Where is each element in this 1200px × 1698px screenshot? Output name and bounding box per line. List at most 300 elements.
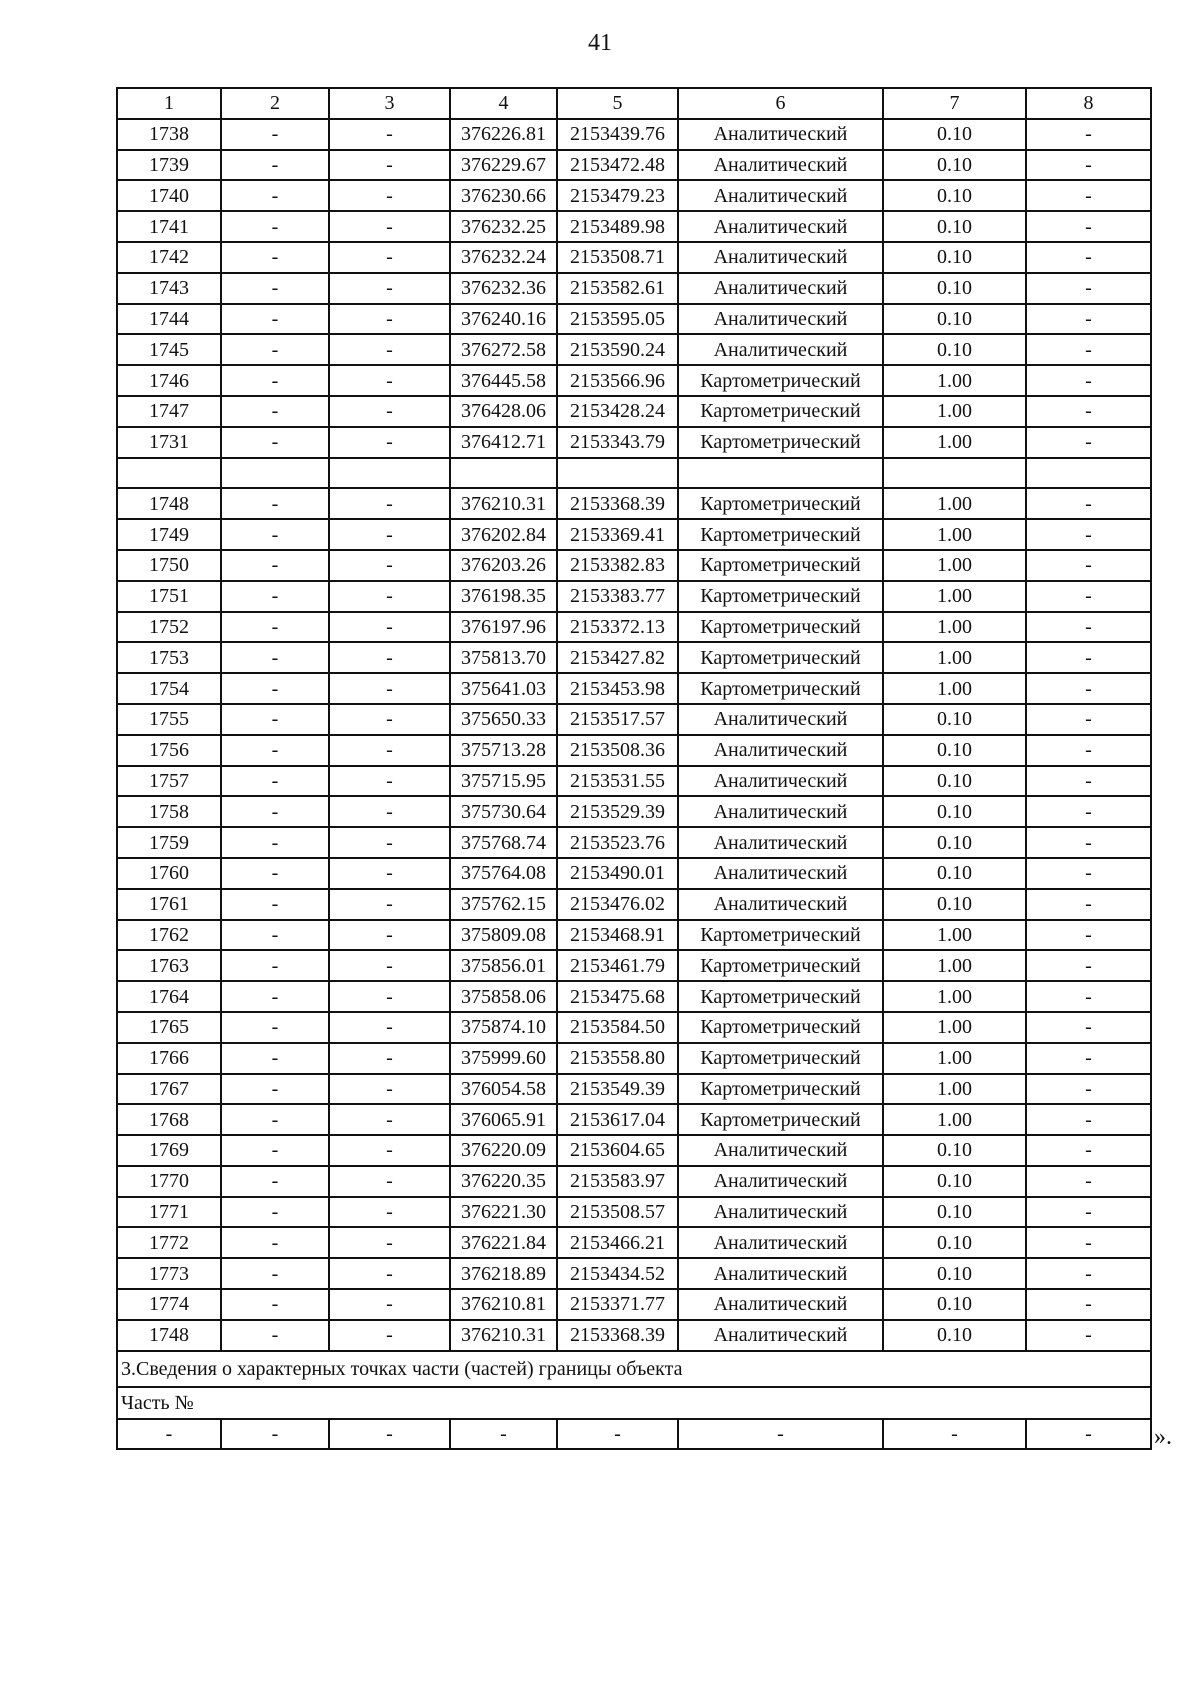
col3-value-cell: -: [329, 920, 450, 951]
table-row: [117, 1104, 1151, 1135]
table-row: [117, 150, 1151, 181]
accuracy-cell: 0.10: [883, 334, 1026, 365]
y-coordinate-cell: 2153369.41: [557, 519, 678, 550]
col8-value-cell: -: [1026, 1104, 1151, 1135]
col2-value-cell: -: [221, 427, 329, 458]
col2-value-cell: -: [221, 119, 329, 150]
col8-value-cell: -: [1026, 1135, 1151, 1166]
table-row: [117, 1289, 1151, 1320]
y-coordinate-cell: 2153566.96: [557, 365, 678, 396]
accuracy-cell: 0.10: [883, 1320, 1026, 1351]
empty-part-cell: -: [883, 1419, 1026, 1450]
accuracy-cell: 1.00: [883, 396, 1026, 427]
point-number-cell: 1754: [117, 673, 221, 704]
point-number-cell: 1767: [117, 1074, 221, 1105]
point-number-cell: 1738: [117, 119, 221, 150]
accuracy-cell: 1.00: [883, 550, 1026, 581]
col8-value-cell: -: [1026, 920, 1151, 951]
method-cell: Аналитический: [678, 1320, 883, 1351]
point-number-cell: 1742: [117, 242, 221, 273]
y-coordinate-cell: [557, 458, 678, 489]
y-coordinate-cell: 2153549.39: [557, 1074, 678, 1105]
x-coordinate-cell: 376272.58: [450, 334, 557, 365]
y-coordinate-cell: 2153517.57: [557, 704, 678, 735]
col3-value-cell: -: [329, 488, 450, 519]
col3-value-cell: -: [329, 642, 450, 673]
x-coordinate-cell: 376240.16: [450, 304, 557, 335]
y-coordinate-cell: 2153523.76: [557, 827, 678, 858]
col2-value-cell: -: [221, 1012, 329, 1043]
x-coordinate-cell: 375813.70: [450, 642, 557, 673]
point-number-cell: 1770: [117, 1166, 221, 1197]
point-number-cell: 1763: [117, 950, 221, 981]
col8-value-cell: -: [1026, 981, 1151, 1012]
col8-value-cell: -: [1026, 1289, 1151, 1320]
col8-value-cell: -: [1026, 334, 1151, 365]
x-coordinate-cell: 376210.31: [450, 1320, 557, 1351]
col8-value-cell: -: [1026, 581, 1151, 612]
x-coordinate-cell: 376232.36: [450, 273, 557, 304]
col3-value-cell: -: [329, 1289, 450, 1320]
y-coordinate-cell: 2153489.98: [557, 211, 678, 242]
col2-value-cell: -: [221, 796, 329, 827]
y-coordinate-cell: 2153558.80: [557, 1043, 678, 1074]
col3-value-cell: -: [329, 304, 450, 335]
method-cell: Аналитический: [678, 827, 883, 858]
col3-value-cell: -: [329, 1074, 450, 1105]
accuracy-cell: 1.00: [883, 950, 1026, 981]
x-coordinate-cell: 376221.30: [450, 1197, 557, 1228]
x-coordinate-cell: 375650.33: [450, 704, 557, 735]
empty-part-row: [117, 1419, 1151, 1450]
col2-value-cell: -: [221, 1197, 329, 1228]
col3-value-cell: -: [329, 827, 450, 858]
y-coordinate-cell: 2153583.97: [557, 1166, 678, 1197]
col2-value-cell: -: [221, 704, 329, 735]
method-cell: Аналитический: [678, 1197, 883, 1228]
y-coordinate-cell: 2153468.91: [557, 920, 678, 951]
col8-value-cell: -: [1026, 642, 1151, 673]
method-cell: Аналитический: [678, 735, 883, 766]
table-row: [117, 242, 1151, 273]
accuracy-cell: 0.10: [883, 273, 1026, 304]
x-coordinate-cell: 376220.35: [450, 1166, 557, 1197]
y-coordinate-cell: 2153368.39: [557, 1320, 678, 1351]
table-row: [117, 1227, 1151, 1258]
col2-value-cell: -: [221, 150, 329, 181]
table-row: [117, 1166, 1151, 1197]
point-number-cell: 1769: [117, 1135, 221, 1166]
col2-value-cell: -: [221, 920, 329, 951]
col3-value-cell: -: [329, 273, 450, 304]
header-cell: 8: [1026, 88, 1151, 119]
point-number-cell: 1753: [117, 642, 221, 673]
accuracy-cell: 1.00: [883, 1074, 1026, 1105]
table-row: [117, 581, 1151, 612]
y-coordinate-cell: 2153475.68: [557, 981, 678, 1012]
col3-value-cell: -: [329, 735, 450, 766]
table-row: [117, 180, 1151, 211]
col2-value-cell: -: [221, 1320, 329, 1351]
col8-value-cell: -: [1026, 396, 1151, 427]
accuracy-cell: 1.00: [883, 365, 1026, 396]
table-row: [117, 827, 1151, 858]
point-number-cell: 1749: [117, 519, 221, 550]
accuracy-cell: 0.10: [883, 858, 1026, 889]
col8-value-cell: -: [1026, 427, 1151, 458]
method-cell: Аналитический: [678, 150, 883, 181]
header-cell: 6: [678, 88, 883, 119]
x-coordinate-cell: 376230.66: [450, 180, 557, 211]
col3-value-cell: -: [329, 211, 450, 242]
point-number-cell: 1762: [117, 920, 221, 951]
col2-value-cell: -: [221, 889, 329, 920]
point-number-cell: 1750: [117, 550, 221, 581]
accuracy-cell: 1.00: [883, 981, 1026, 1012]
col8-value-cell: -: [1026, 1227, 1151, 1258]
y-coordinate-cell: 2153466.21: [557, 1227, 678, 1258]
col2-value-cell: -: [221, 981, 329, 1012]
table-row: [117, 211, 1151, 242]
y-coordinate-cell: 2153476.02: [557, 889, 678, 920]
col8-value-cell: -: [1026, 1074, 1151, 1105]
x-coordinate-cell: 376226.81: [450, 119, 557, 150]
col2-value-cell: -: [221, 1135, 329, 1166]
x-coordinate-cell: 375730.64: [450, 796, 557, 827]
header-cell: 4: [450, 88, 557, 119]
x-coordinate-cell: 376220.09: [450, 1135, 557, 1166]
point-number-cell: 1755: [117, 704, 221, 735]
point-number-cell: 1752: [117, 612, 221, 643]
method-cell: Картометрический: [678, 920, 883, 951]
col3-value-cell: -: [329, 365, 450, 396]
x-coordinate-cell: 376445.58: [450, 365, 557, 396]
method-cell: Картометрический: [678, 396, 883, 427]
col2-value-cell: -: [221, 1166, 329, 1197]
col8-value-cell: -: [1026, 1166, 1151, 1197]
y-coordinate-cell: 2153428.24: [557, 396, 678, 427]
method-cell: Картометрический: [678, 981, 883, 1012]
col2-value-cell: -: [221, 365, 329, 396]
col8-value-cell: -: [1026, 273, 1151, 304]
col8-value-cell: -: [1026, 150, 1151, 181]
col2-value-cell: -: [221, 334, 329, 365]
col3-value-cell: [329, 458, 450, 489]
accuracy-cell: 0.10: [883, 1258, 1026, 1289]
table-row: [117, 1258, 1151, 1289]
accuracy-cell: 1.00: [883, 488, 1026, 519]
table-row: [117, 858, 1151, 889]
col3-value-cell: -: [329, 1104, 450, 1135]
x-coordinate-cell: 376232.25: [450, 211, 557, 242]
method-cell: Картометрический: [678, 1074, 883, 1105]
col3-value-cell: -: [329, 1012, 450, 1043]
col8-value-cell: -: [1026, 950, 1151, 981]
col2-value-cell: -: [221, 735, 329, 766]
col2-value-cell: -: [221, 1074, 329, 1105]
x-coordinate-cell: 375641.03: [450, 673, 557, 704]
y-coordinate-cell: 2153490.01: [557, 858, 678, 889]
col2-value-cell: -: [221, 766, 329, 797]
col8-value-cell: -: [1026, 704, 1151, 735]
y-coordinate-cell: 2153472.48: [557, 150, 678, 181]
table-row: [117, 334, 1151, 365]
table-row: [117, 796, 1151, 827]
method-cell: Аналитический: [678, 889, 883, 920]
point-number-cell: 1758: [117, 796, 221, 827]
accuracy-cell: 0.10: [883, 150, 1026, 181]
y-coordinate-cell: 2153582.61: [557, 273, 678, 304]
col3-value-cell: -: [329, 950, 450, 981]
x-coordinate-cell: 376412.71: [450, 427, 557, 458]
col3-value-cell: -: [329, 612, 450, 643]
y-coordinate-cell: 2153343.79: [557, 427, 678, 458]
point-number-cell: 1741: [117, 211, 221, 242]
col2-value-cell: -: [221, 273, 329, 304]
accuracy-cell: 1.00: [883, 1012, 1026, 1043]
y-coordinate-cell: 2153508.36: [557, 735, 678, 766]
section-title-row: [117, 1351, 1151, 1387]
point-number-cell: 1761: [117, 889, 221, 920]
col2-value-cell: -: [221, 1043, 329, 1074]
col8-value-cell: -: [1026, 1320, 1151, 1351]
col8-value-cell: -: [1026, 365, 1151, 396]
col3-value-cell: -: [329, 519, 450, 550]
method-cell: Аналитический: [678, 242, 883, 273]
col8-value-cell: -: [1026, 735, 1151, 766]
col8-value-cell: -: [1026, 304, 1151, 335]
x-coordinate-cell: 376054.58: [450, 1074, 557, 1105]
method-cell: Аналитический: [678, 1289, 883, 1320]
blank-separator-row: [117, 458, 1151, 489]
x-coordinate-cell: 375713.28: [450, 735, 557, 766]
col8-value-cell: -: [1026, 519, 1151, 550]
x-coordinate-cell: 376065.91: [450, 1104, 557, 1135]
col2-value-cell: -: [221, 242, 329, 273]
accuracy-cell: 0.10: [883, 1227, 1026, 1258]
col3-value-cell: -: [329, 704, 450, 735]
col2-value-cell: -: [221, 304, 329, 335]
col3-value-cell: -: [329, 796, 450, 827]
point-number-cell: 1760: [117, 858, 221, 889]
x-coordinate-cell: 375762.15: [450, 889, 557, 920]
method-cell: Аналитический: [678, 1258, 883, 1289]
point-number-cell: 1746: [117, 365, 221, 396]
y-coordinate-cell: 2153453.98: [557, 673, 678, 704]
y-coordinate-cell: 2153617.04: [557, 1104, 678, 1135]
x-coordinate-cell: 375809.08: [450, 920, 557, 951]
point-number-cell: 1745: [117, 334, 221, 365]
empty-part-cell: -: [678, 1419, 883, 1450]
accuracy-cell: 0.10: [883, 1197, 1026, 1228]
col2-value-cell: -: [221, 1104, 329, 1135]
table-row: [117, 766, 1151, 797]
col2-value-cell: -: [221, 612, 329, 643]
accuracy-cell: 0.10: [883, 796, 1026, 827]
col3-value-cell: -: [329, 550, 450, 581]
accuracy-cell: 1.00: [883, 673, 1026, 704]
y-coordinate-cell: 2153383.77: [557, 581, 678, 612]
empty-part-cell: -: [329, 1419, 450, 1450]
table-row: [117, 519, 1151, 550]
col8-value-cell: -: [1026, 211, 1151, 242]
table-row: [117, 889, 1151, 920]
col8-value-cell: -: [1026, 1258, 1151, 1289]
col8-value-cell: -: [1026, 858, 1151, 889]
table-row: [117, 920, 1151, 951]
col3-value-cell: -: [329, 1320, 450, 1351]
accuracy-cell: 1.00: [883, 427, 1026, 458]
table-row: [117, 488, 1151, 519]
col3-value-cell: -: [329, 1227, 450, 1258]
table-row: [117, 950, 1151, 981]
x-coordinate-cell: 375764.08: [450, 858, 557, 889]
y-coordinate-cell: 2153529.39: [557, 796, 678, 827]
method-cell: Картометрический: [678, 1104, 883, 1135]
x-coordinate-cell: 376203.26: [450, 550, 557, 581]
point-number-cell: 1771: [117, 1197, 221, 1228]
point-number-cell: 1759: [117, 827, 221, 858]
col3-value-cell: -: [329, 766, 450, 797]
method-cell: Картометрический: [678, 365, 883, 396]
col8-value-cell: -: [1026, 796, 1151, 827]
col2-value-cell: -: [221, 673, 329, 704]
y-coordinate-cell: 2153584.50: [557, 1012, 678, 1043]
method-cell: Аналитический: [678, 796, 883, 827]
accuracy-cell: 0.10: [883, 304, 1026, 335]
method-cell: Аналитический: [678, 1227, 883, 1258]
point-number-cell: 1748: [117, 1320, 221, 1351]
col2-value-cell: -: [221, 519, 329, 550]
empty-part-cell: -: [117, 1419, 221, 1450]
table-row: [117, 1197, 1151, 1228]
empty-part-cell: -: [557, 1419, 678, 1450]
x-coordinate-cell: 375768.74: [450, 827, 557, 858]
col3-value-cell: -: [329, 1258, 450, 1289]
x-coordinate-cell: 375999.60: [450, 1043, 557, 1074]
table-row: [117, 673, 1151, 704]
accuracy-cell: 0.10: [883, 735, 1026, 766]
accuracy-cell: 1.00: [883, 920, 1026, 951]
method-cell: Картометрический: [678, 673, 883, 704]
method-cell: Картометрический: [678, 427, 883, 458]
x-coordinate-cell: 376218.89: [450, 1258, 557, 1289]
point-number-cell: 1743: [117, 273, 221, 304]
y-coordinate-cell: 2153382.83: [557, 550, 678, 581]
header-cell: 5: [557, 88, 678, 119]
x-coordinate-cell: 375715.95: [450, 766, 557, 797]
y-coordinate-cell: 2153508.71: [557, 242, 678, 273]
x-coordinate-cell: 376197.96: [450, 612, 557, 643]
accuracy-cell: 0.10: [883, 704, 1026, 735]
accuracy-cell: 0.10: [883, 827, 1026, 858]
table-row: [117, 704, 1151, 735]
col3-value-cell: -: [329, 1043, 450, 1074]
part-number-row: [117, 1387, 1151, 1419]
x-coordinate-cell: 375856.01: [450, 950, 557, 981]
header-cell: 7: [883, 88, 1026, 119]
point-number-cell: 1766: [117, 1043, 221, 1074]
closing-quote-mark: ».: [1154, 1424, 1172, 1450]
method-cell: Аналитический: [678, 1135, 883, 1166]
point-number-cell: [117, 458, 221, 489]
point-number-cell: 1772: [117, 1227, 221, 1258]
col2-value-cell: -: [221, 550, 329, 581]
col2-value-cell: [221, 458, 329, 489]
table-row: [117, 642, 1151, 673]
accuracy-cell: 1.00: [883, 581, 1026, 612]
col2-value-cell: -: [221, 827, 329, 858]
col8-value-cell: -: [1026, 1197, 1151, 1228]
point-number-cell: 1756: [117, 735, 221, 766]
col3-value-cell: -: [329, 1166, 450, 1197]
accuracy-cell: 0.10: [883, 180, 1026, 211]
section-title: 3.Сведения о характерных точках части (частей) границы объекта: [117, 1351, 1151, 1387]
col2-value-cell: -: [221, 180, 329, 211]
table-row: [117, 119, 1151, 150]
col8-value-cell: -: [1026, 1012, 1151, 1043]
method-cell: Картометрический: [678, 550, 883, 581]
point-number-cell: 1744: [117, 304, 221, 335]
col2-value-cell: -: [221, 642, 329, 673]
col3-value-cell: -: [329, 1135, 450, 1166]
y-coordinate-cell: 2153590.24: [557, 334, 678, 365]
point-number-cell: 1765: [117, 1012, 221, 1043]
point-number-cell: 1739: [117, 150, 221, 181]
y-coordinate-cell: 2153461.79: [557, 950, 678, 981]
col8-value-cell: -: [1026, 488, 1151, 519]
x-coordinate-cell: 376232.24: [450, 242, 557, 273]
table-row: [117, 304, 1151, 335]
accuracy-cell: 0.10: [883, 1135, 1026, 1166]
table-row: [117, 735, 1151, 766]
col3-value-cell: -: [329, 427, 450, 458]
table-row: [117, 427, 1151, 458]
col2-value-cell: -: [221, 858, 329, 889]
y-coordinate-cell: 2153427.82: [557, 642, 678, 673]
point-number-cell: 1774: [117, 1289, 221, 1320]
x-coordinate-cell: 375858.06: [450, 981, 557, 1012]
x-coordinate-cell: 376229.67: [450, 150, 557, 181]
accuracy-cell: 0.10: [883, 1166, 1026, 1197]
accuracy-cell: 1.00: [883, 642, 1026, 673]
y-coordinate-cell: 2153508.57: [557, 1197, 678, 1228]
accuracy-cell: 1.00: [883, 612, 1026, 643]
method-cell: Картометрический: [678, 488, 883, 519]
point-number-cell: 1764: [117, 981, 221, 1012]
method-cell: Аналитический: [678, 273, 883, 304]
method-cell: Аналитический: [678, 704, 883, 735]
method-cell: Картометрический: [678, 950, 883, 981]
method-cell: Аналитический: [678, 858, 883, 889]
col8-value-cell: -: [1026, 766, 1151, 797]
table-row: [117, 1012, 1151, 1043]
col3-value-cell: -: [329, 119, 450, 150]
col8-value-cell: -: [1026, 673, 1151, 704]
table-row: [117, 981, 1151, 1012]
x-coordinate-cell: 375874.10: [450, 1012, 557, 1043]
empty-part-cell: -: [1026, 1419, 1151, 1450]
point-number-cell: 1751: [117, 581, 221, 612]
y-coordinate-cell: 2153439.76: [557, 119, 678, 150]
accuracy-cell: 1.00: [883, 1043, 1026, 1074]
method-cell: Аналитический: [678, 211, 883, 242]
col8-value-cell: -: [1026, 612, 1151, 643]
x-coordinate-cell: [450, 458, 557, 489]
col8-value-cell: -: [1026, 180, 1151, 211]
x-coordinate-cell: 376210.81: [450, 1289, 557, 1320]
table-row: [117, 1135, 1151, 1166]
